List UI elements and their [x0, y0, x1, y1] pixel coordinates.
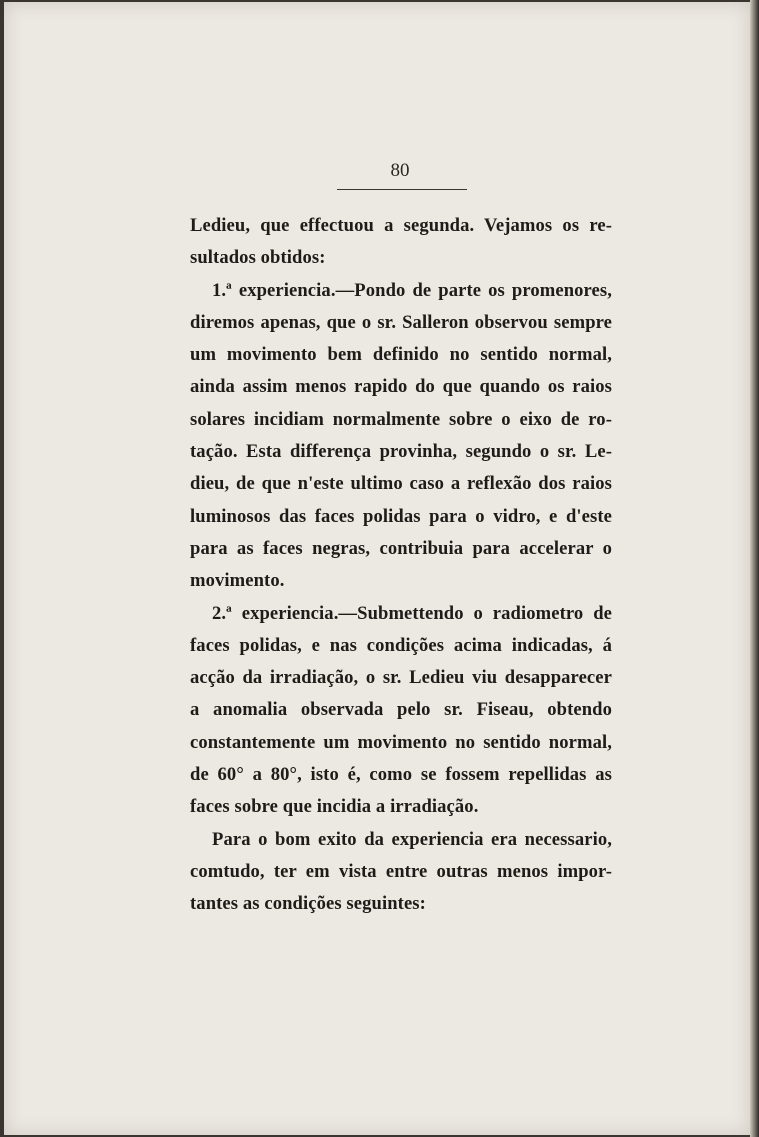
text-line: para as faces negras, contribuia para accelerar o — [190, 537, 612, 559]
header-rule — [337, 189, 467, 190]
text-line: comtudo, ter em vista entre outras menos impor- — [190, 860, 612, 882]
text-line: um movimento bem definido no sentido normal, — [190, 344, 612, 366]
body-text — [190, 210, 612, 921]
text-line: diremos apenas, que o sr. Salleron observou sempre — [190, 311, 612, 333]
text-line: faces polidas, e nas condições acima indicadas, á — [190, 634, 612, 656]
text-line: de 60° a 80°, isto é, como se fossem repellidas as — [190, 764, 612, 786]
text-line: faces sobre que incidia a irradiação. — [190, 796, 479, 818]
text-line: movimento. — [190, 570, 285, 592]
text-line: acção da irradiação, o sr. Ledieu viu desapparecer — [190, 667, 612, 689]
text-line: Para o bom exito da experiencia era necessario, — [212, 828, 612, 850]
text-line: tação. Esta differença provinha, segundo o sr. Le- — [190, 441, 612, 463]
page-number: 80 — [390, 160, 410, 181]
text-line: constantemente um movimento no sentido normal, — [190, 731, 612, 753]
text-line: a anomalia observada pelo sr. Fiseau, obtendo — [190, 699, 612, 721]
text-line: tantes as condições seguintes: — [190, 893, 426, 915]
text-line: 2.ª experiencia.—Submettendo o radiometro de — [212, 602, 612, 624]
text-line: luminosos das faces polidas para o vidro, e d'este — [190, 505, 612, 527]
text-line: Ledieu, que effectuou a segunda. Vejamos os re- — [190, 215, 612, 236]
text-line: 1.ª experiencia.—Pondo de parte os promenores, — [212, 279, 612, 301]
text-line: solares incidiam normalmente sobre o eixo de ro- — [190, 408, 612, 430]
text-line: ainda assim menos rapido do que quando os raios — [190, 376, 612, 398]
text-line: sultados obtidos: — [190, 247, 326, 269]
text-line: dieu, de que n'este ultimo caso a reflexão dos raios — [190, 473, 612, 495]
